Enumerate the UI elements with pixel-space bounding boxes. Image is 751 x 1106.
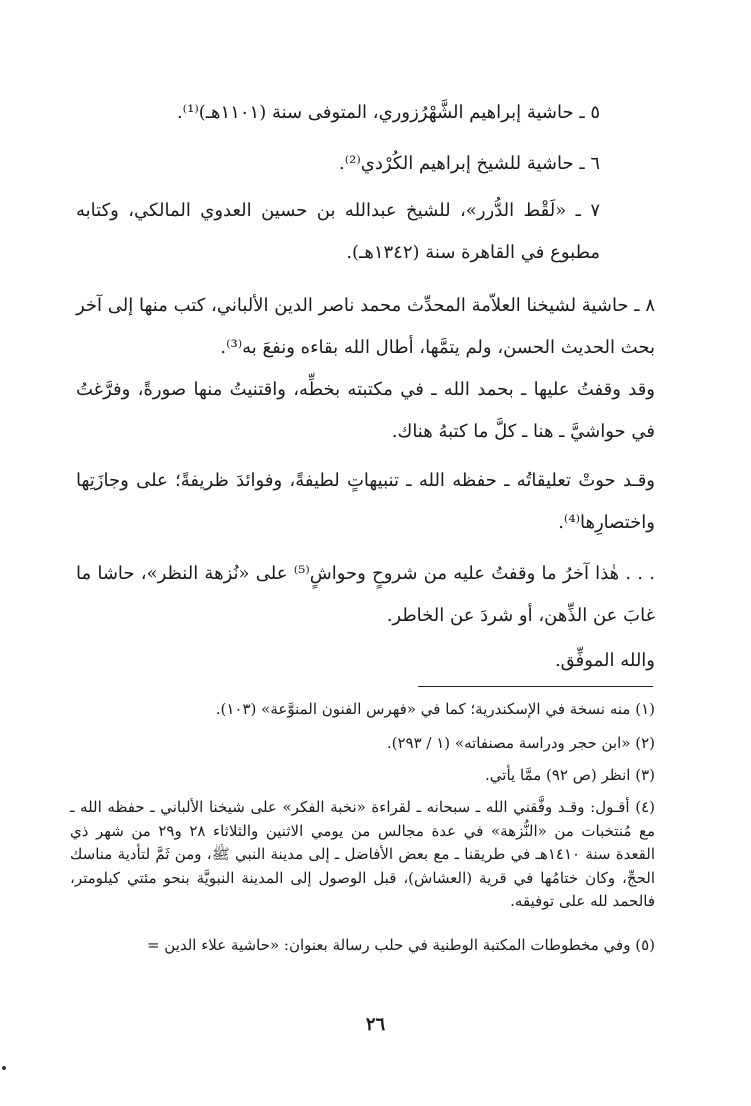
footnote-4: (٤) أقـول: وقـد وفَّقني الله ـ سبحانه ـ لقراءة «نخبة الفكر» على شيخنا الألباني ـ حفظه الله ـ مع مُنتخبات من «النُّزهة» في عدة مجالس من يومي الاثنين والثلاثاء ٢٨ و٢٩ من شهر ذي القعدة سنة ١٤١٠هـ في طريقنا ـ مع بعض الأفاضل ـ إلى مدينة النبي ﷺ، ومن ثَمَّ لتأدية مناسك الحجِّ، وكان ختامُها في قرية (العشاش)، قبل الوصول إلى المدينة النبويَّة بنحو مئتي كيلومتر، فالحمد لله على توفيقه. — [70, 798, 656, 910]
body-paragraph-7: ٧ ـ «لَقْط الدُّرر»، للشيخ عبدالله بن حسين العدوي المالكي، وكتابه مطبوع في القاهرة سنة (١٣٤٢هـ). — [76, 200, 600, 263]
footnote-2: (٢) «ابن حجر ودراسة مصنفاته» (١ / ٢٩٣). — [386, 734, 655, 752]
body-paragraph-6: ٦ ـ حاشية للشيخ إبراهيم الكُرْدي⁽²⁾. — [339, 153, 600, 174]
footnote-3: (٣) انظر (ص ٩٢) ممَّا يأتي. — [485, 766, 655, 784]
footnote-1: (١) منه نسخة في الإسكندرية؛ كما في «فهرس الفنون المنوَّعة» (١٠٣). — [215, 700, 655, 718]
body-paragraph-copy-note: وقد وقفتُ عليها ـ بحمد الله ـ في مكتبته بخطِّه، واقتنيتُ منها صورةً، وفرَّغتُ في حواشيَّ ـ هنا ـ كلَّ ما كتبهُ هناك. — [76, 379, 655, 442]
page-number: ٢٦ — [365, 1014, 386, 1035]
body-paragraph-5: ٥ ـ حاشية إبراهيم الشَّهْرُزوري، المتوفى سنة (١١٠١هـ)⁽¹⁾. — [176, 102, 600, 123]
body-paragraph-conclusion: . . . هٰذا آخرُ ما وقفتُ عليه من شروحٍ وحواشٍ⁽⁵⁾ على «نُزهة النظر»، حاشا ما غابَ عن الذِّهن، أو شردَ عن الخاطر. — [76, 563, 655, 626]
body-paragraph-comments-note: وقـد حوتْ تعليقاتُه ـ حفظه الله ـ تنبيهاتٍ لطيفةً، وفوائدَ ظريفةً؛ على وجازَتِها واختصارِها⁽⁴⁾. — [76, 470, 655, 533]
footnote-separator — [418, 686, 653, 687]
footnote-5: (٥) وفي مخطوطات المكتبة الوطنية في حلب رسالة بعنوان: «حاشية علاء الدين = — [146, 936, 655, 954]
scan-speck — [2, 1066, 6, 1070]
body-closing-line: والله الموفِّق. — [554, 650, 655, 671]
body-paragraph-8: ٨ ـ حاشية لشيخنا العلاّمة المحدِّث محمد ناصر الدين الألباني، كتب منها إلى آخر بحث الحديث الحسن، ولم يتمَّها، أطال الله بقاءه ونفعَ به⁽³⁾. — [76, 295, 655, 358]
